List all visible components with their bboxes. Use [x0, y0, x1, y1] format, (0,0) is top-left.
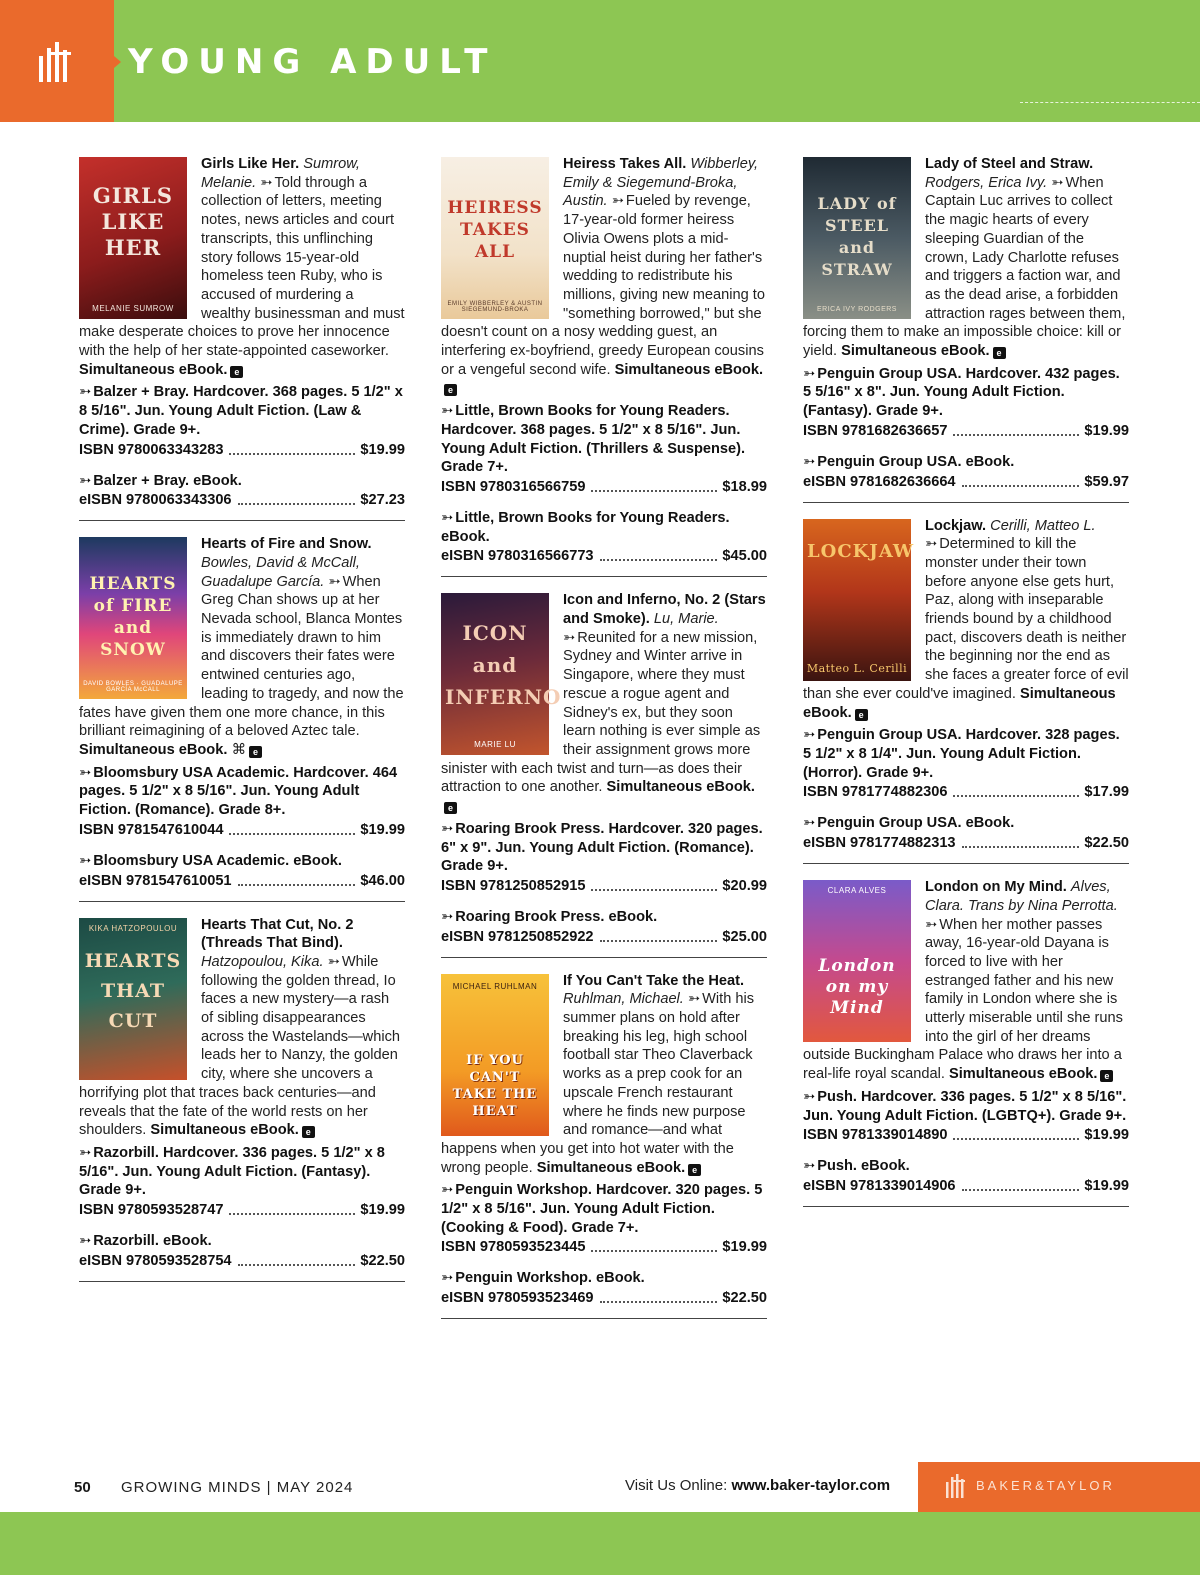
- ebook-icon: e: [444, 384, 457, 396]
- brand-footer-box: [918, 1462, 1200, 1512]
- ebook-icon: e: [444, 802, 457, 814]
- book-entry: [441, 972, 767, 1320]
- book-author: Bowles, David & McCall, Guadalupe García.: [201, 554, 360, 590]
- arrow-icon: ➳: [925, 536, 936, 553]
- footer-bar: [0, 1512, 1200, 1575]
- arrow-icon: ➳: [441, 1270, 452, 1287]
- arrow-icon: ➳: [687, 991, 699, 1008]
- brand-name: BAKER&TAYLOR: [976, 1478, 1115, 1493]
- book-cover: LADY of STEEL and STRAW ERICA IVY RODGERS: [803, 157, 911, 319]
- baker-taylor-logo-box: [0, 0, 114, 122]
- format-details: ➳ Roaring Brook Press. eBook.: [441, 908, 658, 925]
- book-description: Hearts That Cut, No. 2 (Threads That Bind). Hatzopoulou, Kika. ➳ While following the golden thread, Io faces a new mystery—a rash of sibling disappearances across the Wastelands—which leads her to Nanzy, the golden city, where she uncovers a horrifying plot that traces back centuries—and reveals that the fate of the world rests on her shoulders. Simultaneous eBook. e: [79, 916, 400, 1139]
- publication-name: GROWING MINDS | MAY 2024: [121, 1479, 354, 1496]
- book-cover: MICHAEL RUHLMAN IF YOU CAN'T TAKE THE HEAT: [441, 974, 549, 1136]
- arrow-icon: ➳: [79, 1144, 90, 1161]
- isbn-line: eISBN 9781774882313 $22.50: [803, 835, 1129, 852]
- book-entry: [79, 155, 405, 521]
- book-entry: [441, 591, 767, 957]
- book-title: Girls Like Her.: [201, 156, 300, 172]
- arrow-icon: ➳: [925, 916, 936, 933]
- column-1: [79, 155, 405, 1296]
- isbn-line: eISBN 9780593523469 $22.50: [441, 1290, 767, 1307]
- book-entry: [803, 878, 1129, 1207]
- arrow-icon: ➳: [803, 727, 814, 744]
- arrow-icon: ➳: [803, 1158, 814, 1175]
- book-description: Lady of Steel and Straw. Rodgers, Erica Ivy. ➳ When Captain Luc arrives to collect the magic hearts of every sleeping Guardian of the crown, Lady Charlotte refuses and triggers a faction war, and as the dead arise, a forbidden attraction rages between them, forcing them to make an impossible choice: kill or yield. Simultaneous eBook. e: [803, 156, 1126, 360]
- book-title: Lady of Steel and Straw.: [925, 156, 1094, 172]
- ebook-icon: e: [230, 366, 243, 378]
- arrow-icon: ➳: [803, 365, 814, 382]
- book-description: Girls Like Her. Sumrow, Melanie. ➳ Told through a collection of letters, meeting notes, news articles and court transcripts, this unflinching story follows 15-year-old homeless teen Ruby, who is accused of murdering a wealthy businessman and must make desperate choices to prove her innocence with the help of her state-appointed caseworker. Simultaneous eBook. e: [79, 156, 405, 378]
- book-title: Lockjaw.: [925, 517, 987, 534]
- book-entry: [803, 517, 1129, 865]
- isbn-line: ISBN 9781339014890 $19.99: [803, 1127, 1129, 1144]
- book-cover: LOCKJAW Matteo L. Cerilli: [803, 519, 911, 681]
- format-details: ➳ Penguin Group USA. eBook.: [803, 453, 1015, 470]
- ebook-icon: e: [993, 347, 1006, 359]
- isbn-line: eISBN 9780593528754 $22.50: [79, 1252, 405, 1269]
- website-link[interactable]: www.baker-taylor.com: [731, 1477, 891, 1494]
- book-cover: CLARA ALVES London on my Mind: [803, 880, 911, 1042]
- page-number: 50: [74, 1479, 91, 1496]
- format-details: ➳ Little, Brown Books for Young Readers. Hardcover. 368 pages. 5 1/2" x 8 5/16". Jun. Young Adult Fiction. (Thrillers & Suspense). Grade 7+.: [441, 403, 746, 476]
- format-details: ➳ Penguin Workshop. eBook.: [441, 1270, 645, 1287]
- baker-taylor-logo-icon: [38, 42, 76, 84]
- format-details: ➳ Penguin Group USA. eBook.: [803, 815, 1015, 832]
- book-author: Alves, Clara. Trans by Nina Perrotta.: [925, 879, 1118, 914]
- book-cover: KIKA HATZOPOULOU HEARTS THAT CUT: [79, 918, 187, 1080]
- arrow-icon: ➳: [1051, 174, 1062, 191]
- book-description: Lockjaw. Cerilli, Matteo L. ➳ Determined to kill the monster under their town before anyone else gets hurt, Paz, along with inseparable friends bound by a childhood pact, discovers death is neither the beginning nor the end as she faces a greater force of evil than she ever could've imagined. Simultaneous eBook. e: [803, 517, 1129, 721]
- ebook-icon: e: [855, 709, 868, 721]
- book-entry: [79, 535, 405, 901]
- arrow-icon: ➳: [441, 403, 452, 420]
- format-details: ➳ Razorbill. Hardcover. 336 pages. 5 1/2" x 8 5/16". Jun. Young Adult Fiction. (Fantasy). Grade 9+.: [79, 1144, 385, 1199]
- book-cover: HEARTS of FIRE and SNOW DAVID BOWLES · GUADALUPE GARCÍA McCALL: [79, 537, 187, 699]
- book-entry: [803, 155, 1129, 503]
- format-details: ➳ Penguin Group USA. Hardcover. 328 pages. 5 1/2" x 8 1/4". Jun. Young Adult Fiction. (Horror). Grade 9+.: [803, 727, 1120, 781]
- arrow-icon: ➳: [611, 193, 622, 210]
- isbn-line: eISBN 9781250852922 $25.00: [441, 928, 767, 945]
- isbn-line: ISBN 9780316566759 $18.99: [441, 478, 767, 495]
- ebook-icon: e: [249, 746, 262, 758]
- baker-taylor-logo-icon: [946, 1474, 968, 1498]
- book-title: If You Can't Take the Heat.: [563, 972, 745, 989]
- column-3: [803, 155, 1129, 1221]
- isbn-line: ISBN 9780593528747 $19.99: [79, 1202, 405, 1219]
- isbn-line: eISBN 9780063343306 $27.23: [79, 492, 405, 509]
- ebook-icon: e: [688, 1164, 701, 1176]
- arrow-icon: ➳: [328, 573, 339, 590]
- arrow-icon: ➳: [803, 1088, 814, 1105]
- isbn-line: eISBN 9781682636664 $59.97: [803, 473, 1129, 490]
- arrow-icon: ➳: [79, 1233, 90, 1250]
- format-details: ➳ Penguin Workshop. Hardcover. 320 pages. 5 1/2" x 8 5/16". Jun. Young Adult Fiction. (Cooking & Food). Grade 7+.: [441, 1182, 763, 1236]
- section-header: [0, 0, 1200, 122]
- arrow-icon: ➳: [441, 509, 452, 526]
- arrow-icon: ➳: [260, 174, 271, 191]
- arrow-icon: ➳: [79, 472, 90, 489]
- book-title: Icon and Inferno, No. 2 (Stars and Smoke).: [563, 592, 766, 628]
- book-description: Icon and Inferno, No. 2 (Stars and Smoke). Lu, Marie. ➳ Reunited for a new mission, Sydney and Winter arrive in Singapore, where they must rescue a rogue agent and Sidney's ex, but they soon learn nothing is ever simple as their assignment grows more sinister with each twist and turn—as does their attraction to one another. Simultaneous eBook.e: [441, 592, 766, 814]
- format-details: ➳ Balzer + Bray. eBook.: [79, 472, 242, 489]
- arrow-icon: ➳: [79, 384, 90, 401]
- isbn-line: eISBN 9780316566773 $45.00: [441, 548, 767, 565]
- arrow-icon: ➳: [803, 815, 814, 832]
- format-details: ➳ Penguin Group USA. Hardcover. 432 pages. 5 5/16" x 8". Jun. Young Adult Fiction. (Fantasy). Grade 9+.: [803, 365, 1120, 420]
- isbn-line: ISBN 9781682636657 $19.99: [803, 422, 1129, 439]
- ebook-icon: e: [1100, 1070, 1113, 1082]
- arrow-icon: ➳: [79, 852, 90, 869]
- format-details: ➳ Push. Hardcover. 336 pages. 5 1/2" x 8 5/16". Jun. Young Adult Fiction. (LGBTQ+). Grade 9+.: [803, 1088, 1127, 1124]
- book-entry: [79, 916, 405, 1282]
- format-details: ➳ Bloomsbury USA Academic. Hardcover. 464 pages. 5 1/2" x 8 5/16". Jun. Young Adult Fiction. (Romance). Grade 8+.: [79, 764, 398, 819]
- arrow-icon: ➳: [563, 629, 574, 646]
- book-title: Heiress Takes All.: [563, 156, 687, 172]
- isbn-line: eISBN 9781339014906 $19.99: [803, 1177, 1129, 1194]
- column-2: [441, 155, 767, 1333]
- visit-online: Visit Us Online: www.baker-taylor.com: [625, 1477, 891, 1494]
- isbn-line: ISBN 9781250852915 $20.99: [441, 877, 767, 894]
- arrow-icon: ➳: [79, 764, 90, 781]
- format-details: ➳ Roaring Brook Press. Hardcover. 320 pages. 6" x 9". Jun. Young Adult Fiction. (Romance). Grade 9+.: [441, 820, 763, 875]
- book-title: Hearts That Cut, No. 2 (Threads That Bind).: [201, 916, 354, 952]
- book-cover: GIRLS LIKE HER MELANIE SUMROW: [79, 157, 187, 319]
- book-author: Sumrow, Melanie.: [201, 156, 360, 191]
- header-arrow-icon: [114, 56, 121, 68]
- format-details: ➳ Bloomsbury USA Academic. eBook.: [79, 852, 342, 869]
- isbn-line: ISBN 9781547610044 $19.99: [79, 821, 405, 838]
- book-description: London on My Mind. Alves, Clara. Trans by Nina Perrotta. ➳ When her mother passes away, 16-year-old Dayana is forced to live with her estranged father and his new family in London where she is utterly miserable until she runs into the girl of her dreams outside Buckingham Palace who draws her into a real-life royal scandal. Simultaneous eBook. e: [803, 879, 1123, 1083]
- arrow-icon: ➳: [441, 820, 452, 837]
- format-details: ➳ Little, Brown Books for Young Readers. eBook.: [441, 509, 730, 545]
- book-author: Wibberley, Emily & Siegemund-Broka, Austin.: [563, 156, 759, 210]
- format-details: ➳ Balzer + Bray. Hardcover. 368 pages. 5 1/2" x 8 5/16". Jun. Young Adult Fiction. (Law & Crime). Grade 9+.: [79, 384, 403, 438]
- book-author: Ruhlman, Michael.: [563, 991, 684, 1008]
- command-icon: ⌘: [231, 741, 247, 758]
- section-title: YOUNG ADULT: [128, 42, 497, 82]
- book-author: Hatzopoulou, Kika.: [201, 953, 324, 970]
- book-title: Hearts of Fire and Snow.: [201, 536, 372, 553]
- arrow-icon: ➳: [803, 453, 814, 470]
- format-details: ➳ Razorbill. eBook.: [79, 1233, 212, 1250]
- book-description: If You Can't Take the Heat. Ruhlman, Michael. ➳ With his summer plans on hold after breaking his leg, high school football star Theo Claverback works as a prep cook for an upscale French restaurant where he finds new purpose and romance—and what happens when you get into hot water with the wrong people. Simultaneous eBook. e: [441, 972, 755, 1176]
- isbn-line: ISBN 9780063343283 $19.99: [79, 441, 405, 458]
- book-author: Lu, Marie.: [653, 611, 719, 628]
- arrow-icon: ➳: [441, 908, 452, 925]
- book-cover: HEIRESS TAKES ALL EMILY WIBBERLEY & AUSTIN SIEGEMUND-BROKA: [441, 157, 549, 319]
- book-description: Hearts of Fire and Snow. Bowles, David & McCall, Guadalupe García. ➳ When Greg Chan shows up at her Nevada school, Blanca Montes is immediately drawn to him and discovers their fates were entwined centuries ago, leading to tragedy, and now the fates have given them one more chance, in this brilliant reimagining of a beloved Aztec tale. Simultaneous eBook. ⌘ e: [79, 536, 404, 758]
- book-description: Heiress Takes All. Wibberley, Emily & Siegemund-Broka, Austin. ➳ Fueled by revenge, 17-year-old former heiress Olivia Owens plots a mid-nuptial heist during her father's wedding to redistribute his millions, giving new meaning to "something borrowed," but she doesn't count on a nosy wedding guest, an interfering ex-boyfriend, greedy European cousins or a vengeful second wife. Simultaneous eBook.e: [441, 156, 765, 396]
- book-author: Rodgers, Erica Ivy.: [925, 174, 1048, 191]
- book-author: Cerilli, Matteo L.: [990, 517, 1096, 534]
- book-title: London on My Mind.: [925, 879, 1067, 896]
- isbn-line: ISBN 9781774882306 $17.99: [803, 784, 1129, 801]
- ebook-icon: e: [302, 1126, 315, 1138]
- format-details: ➳ Push. eBook.: [803, 1158, 910, 1175]
- book-cover: ICON and INFERNO MARIE LU: [441, 593, 549, 755]
- book-entry: [441, 155, 767, 577]
- isbn-line: eISBN 9781547610051 $46.00: [79, 872, 405, 889]
- isbn-line: ISBN 9780593523445 $19.99: [441, 1239, 767, 1256]
- arrow-icon: ➳: [327, 953, 338, 970]
- arrow-icon: ➳: [441, 1182, 452, 1199]
- header-divider: [1020, 102, 1200, 103]
